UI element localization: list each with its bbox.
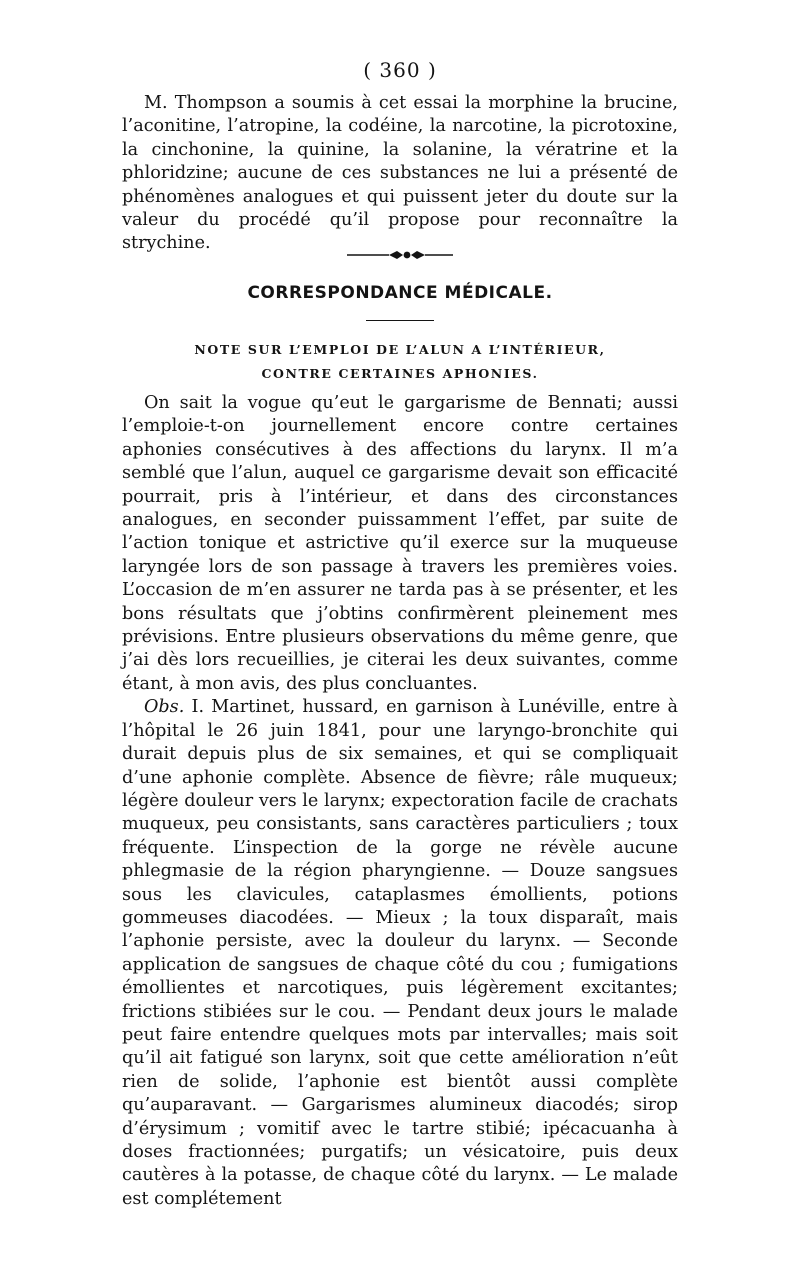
note-title-line-1: NOTE SUR L’EMPLOI DE L’ALUN A L’INTÉRIEUR, xyxy=(194,342,606,357)
intro-paragraph: M. Thompson a soumis à cet essai la morphine la brucine, l’aconitine, l’atropine, la codéine, la narcotine, la picrotoxine, la cinchonine, la quinine, la solanine, la vératrine et la phloridzine; aucune de ces substances ne lui a présenté de phénomènes analogues et qui puissent jeter du doute sur la valeur du procédé qu’il propose pour reconnaître la strychine. xyxy=(122,93,678,254)
body-paragraph-1: On sait la vogue qu’eut le gargarisme de Bennati; aussi l’emploie-t-on journellement encore contre certaines aphonies consécutives à des affections du larynx. Il m’a semblé que l’alun, auquel ce gargarisme devait son efficacité pourrait, pris à l’intérieur, et dans des circonstances analogues, en seconder puissamment l’effet, par suite de l’action tonique et astrictive qu’il exerce sur la muqueuse laryngée lors de son passage à travers les premières voies. L’occasion de m’en assurer ne tarda pas à se présenter, et les bons résultats que j’obtins confirmèrent pleinement mes prévisions. Entre plusieurs observations du même genre, que j’ai dès lors recueillies, je citerai les deux suivantes, comme étant, à mon avis, des plus concluantes. xyxy=(122,393,678,694)
observation-label: Obs. xyxy=(144,697,185,718)
section-title: CORRESPONDANCE MÉDICALE. xyxy=(247,283,553,303)
intro-paragraph-block xyxy=(122,92,678,256)
article-body xyxy=(122,392,678,1211)
observation-paragraph xyxy=(122,696,678,1211)
page-number: ( 360 ) xyxy=(363,58,437,82)
observation-text: I. Martinet, hussard, en garnison à Lunéville, entre à l’hôpital le 26 juin 1841, pour une laryngo-bronchite qui durait depuis plus de six semaines, et qui se compliquait d’une aphonie complète. Absence de fièvre; râle muqueux; légère douleur vers le larynx; expectoration facile de crachats muqueux, peu consistants, sans caractères particuliers ; toux fréquente. L’inspection de la gorge ne révèle aucune phlegmasie de la région pharyngienne. — Douze sangsues sous les clavicules, cataplasmes émollients, potions gommeuses diacodées. — Mieux ; la toux disparaît, mais l’aphonie persiste, avec la douleur du larynx. — Seconde application de sangsues de chaque côté du cou ; fumigations émollientes et narcotiques, puis légèrement excitantes; frictions stibiées sur le cou. — Pendant deux jours le malade peut faire entendre quelques mots par intervalles; mais soit qu’il ait fatigué son larynx, soit que cette amélioration n’eût rien de solide, l’aphonie est bientôt aussi complète qu’auparavant. — Gargarismes alumineux diacodés; sirop d’érysimum ; vomitif avec le tartre stibié; ipécacuanha à doses fractionnées; purgatifs; un vésicatoire, puis deux cautères à la potasse, de chaque côté du larynx. — Le malade est complétement xyxy=(122,697,678,1209)
title-rule xyxy=(366,320,434,321)
ornament-divider-icon xyxy=(345,246,455,264)
note-title-line-2: CONTRE CERTAINES APHONIES. xyxy=(261,366,539,381)
